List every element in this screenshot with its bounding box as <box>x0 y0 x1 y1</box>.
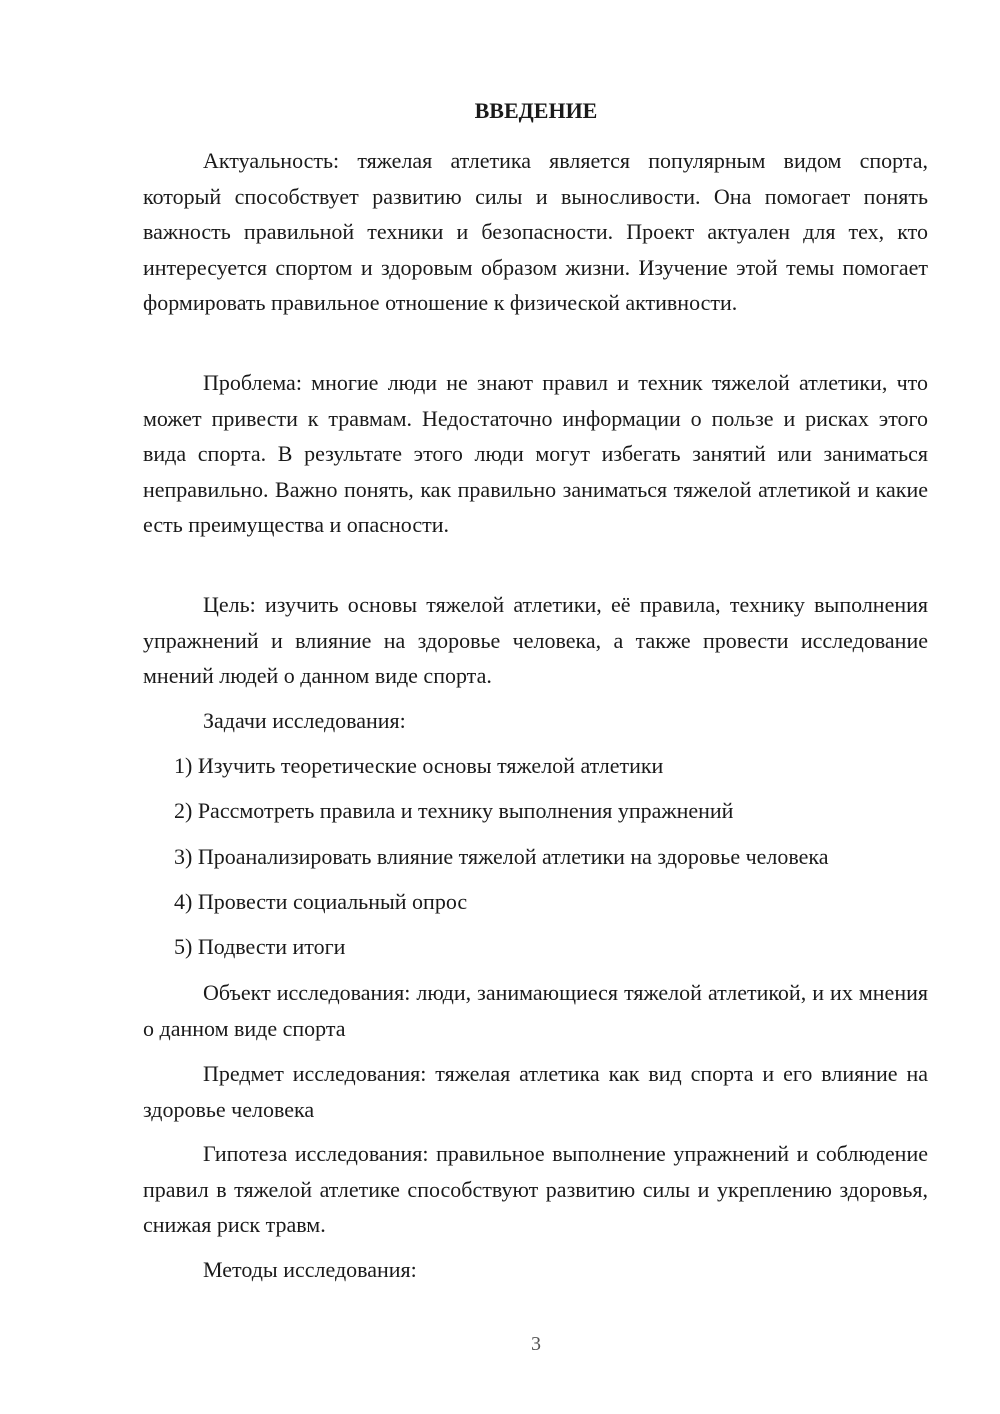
hypothesis-paragraph: Гипотеза исследования: правильное выполнение упражнений и соблюдение правил в тяжелой атлетике способствуют развитию силы и укреплению здоровья, снижая риск травм. <box>143 1141 928 1237</box>
subject-paragraph: Предмет исследования: тяжелая атлетика как вид спорта и его влияние на здоровье человека <box>143 1061 928 1122</box>
page-title: ВВЕДЕНИЕ <box>474 98 598 123</box>
goal-paragraph: Цель: изучить основы тяжелой атлетики, её правила, технику выполнения упражнений и влияние на здоровье человека, а также провести исследование мнений людей о данном виде спорта. <box>143 592 928 688</box>
object-paragraph: Объект исследования: люди, занимающиеся тяжелой атлетикой, и их мнения о данном виде спорта <box>143 980 928 1041</box>
methods-heading: Методы исследования: <box>203 1257 417 1282</box>
problem-paragraph: Проблема: многие люди не знают правил и техник тяжелой атлетики, что может привести к травмам. Недостаточно информации о пользе и рисках этого вида спорта. В результате этого люди могут избегать занятий или заниматься неправильно. Важно понять, как правильно заниматься тяжелой атлетикой и какие есть преимущества и опасности. <box>143 370 928 537</box>
task-item-5: 5) Подвести итоги <box>174 934 346 959</box>
tasks-heading: Задачи исследования: <box>203 708 406 733</box>
task-item-3: 3) Проанализировать влияние тяжелой атлетики на здоровье человека <box>174 844 829 869</box>
task-item-2: 2) Рассмотреть правила и технику выполнения упражнений <box>174 798 734 823</box>
page-number: 3 <box>531 1333 541 1355</box>
task-item-1: 1) Изучить теоретические основы тяжелой атлетики <box>174 753 664 778</box>
task-item-4: 4) Провести социальный опрос <box>174 889 468 914</box>
relevance-paragraph: Актуальность: тяжелая атлетика является популярным видом спорта, который способствует развитию силы и выносливости. Она помогает понять важность правильной техники и безопасности. Проект актуален для тех, кто интересуется спортом и здоровым образом жизни. Изучение этой темы помогает формировать правильное отношение к физической активности. <box>143 148 928 315</box>
